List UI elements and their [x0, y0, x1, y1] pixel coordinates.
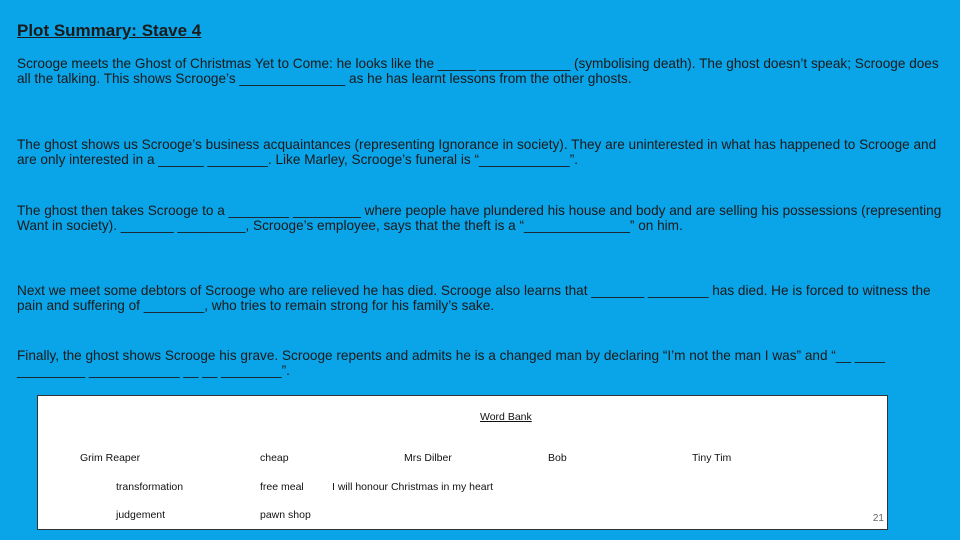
word-bank-title: Word Bank [480, 411, 532, 423]
word-judgement: judgement [116, 509, 166, 521]
word-grim-reaper: Grim Reaper [80, 452, 141, 464]
word-tiny-tim: Tiny Tim [692, 452, 732, 464]
paragraph-1: Scrooge meets the Ghost of Christmas Yet to Come: he looks like the _____ ____________ (symbolising death). The ghost doesn’t speak; Scrooge does all the talking. This shows Scrooge’s ______________ as he has learnt lessons from the other ghosts. [17, 56, 939, 86]
word-bob: Bob [548, 452, 567, 464]
word-mrs-dilber: Mrs Dilber [404, 452, 452, 464]
paragraph-3: The ghost then takes Scrooge to a ________ _________ where people have plundered his house and body and are selling his possessions (representing Want in society). _______ _________, Scrooge’s employee, says that the theft is a “______________” on him. [17, 203, 942, 233]
paragraph-5: Finally, the ghost shows Scrooge his grave. Scrooge repents and admits he is a changed man by declaring “I’m not the man I was” and “__ ____ _________ ____________ __ __ ________”. [17, 348, 885, 378]
word-transformation: transformation [116, 481, 184, 493]
paragraph-4: Next we meet some debtors of Scrooge who are relieved he has died. Scrooge also learns that _______ ________ has died. He is forced to witness the pain and suffering of ________, who tries to remain strong for his family’s sake. [17, 283, 931, 313]
page-title: Plot Summary: Stave 4 [17, 21, 202, 40]
paragraph-2: The ghost shows us Scrooge’s business acquaintances (representing Ignorance in society). They are uninterested in what has happened to Scrooge and are only interested in a ______ ________. Like Marley, Scrooge’s funeral is “____________”. [17, 137, 937, 167]
word-free-meal: free meal [260, 481, 304, 493]
word-pawn-shop: pawn shop [260, 509, 311, 521]
word-honour-christmas: I will honour Christmas in my heart [332, 481, 494, 493]
word-bank-box [37, 395, 888, 530]
page-number: 21 [872, 513, 884, 524]
word-cheap: cheap [260, 452, 289, 464]
